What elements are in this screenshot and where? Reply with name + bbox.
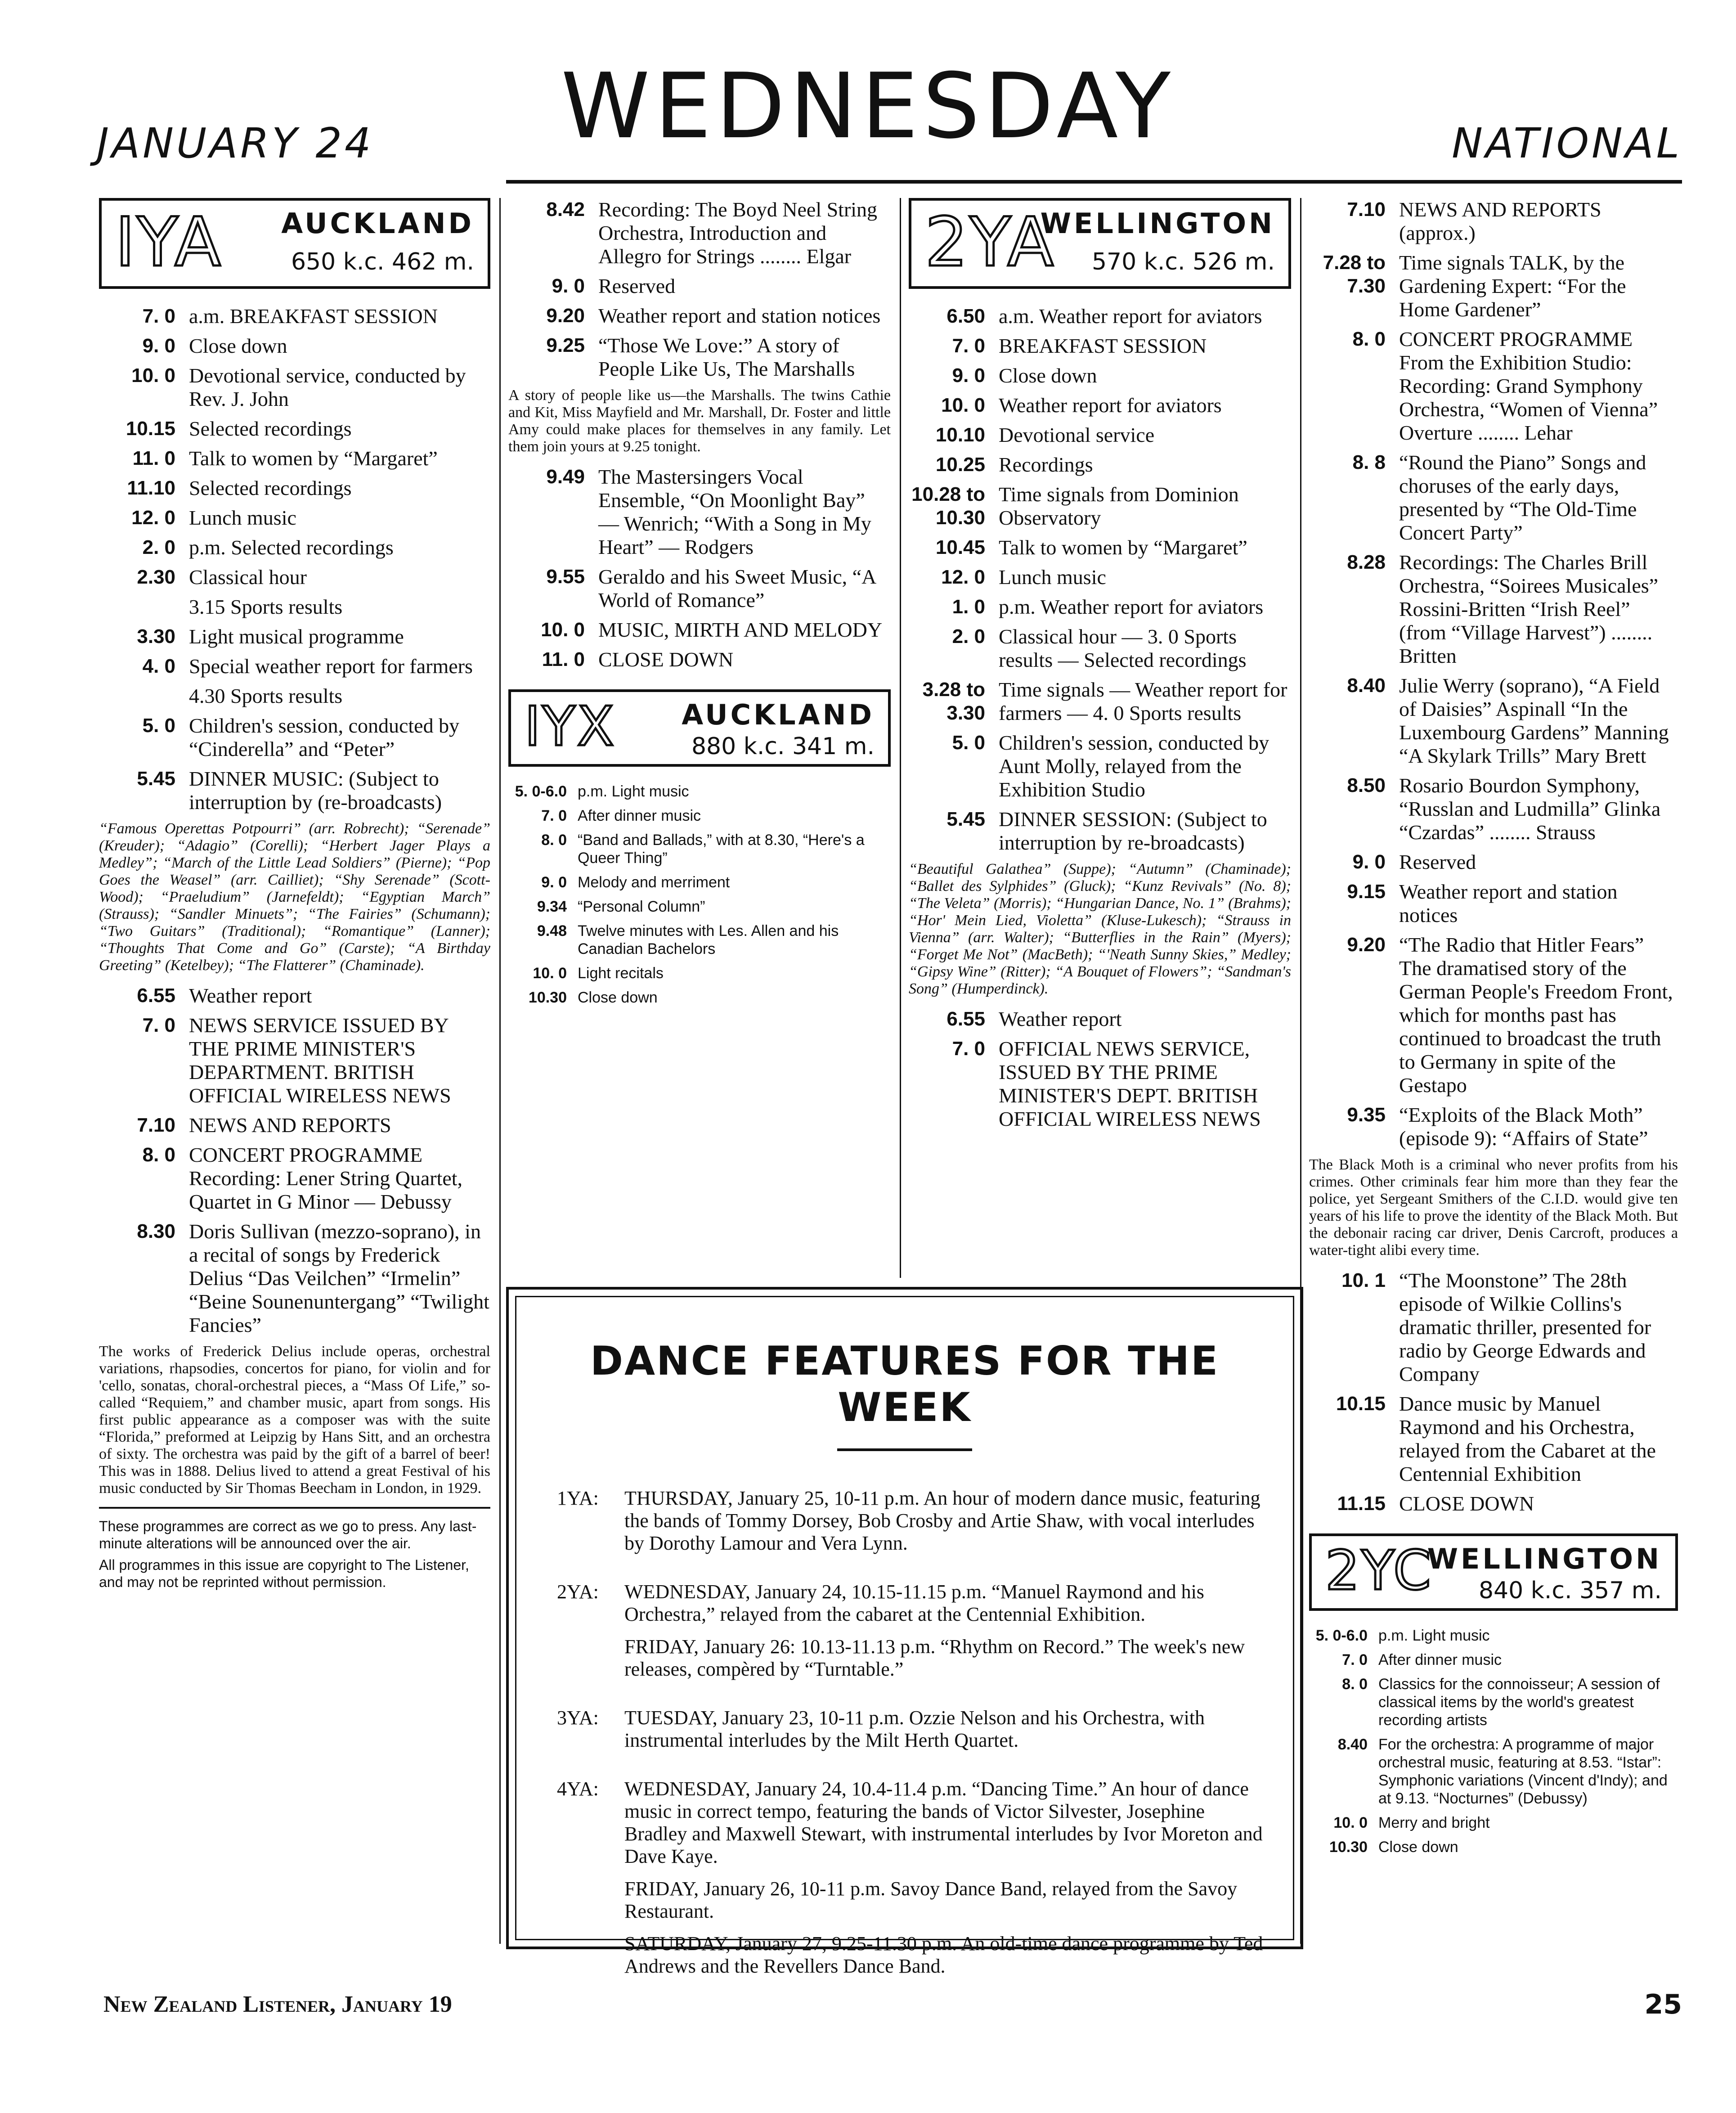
programme-description: MUSIC, MIRTH AND MELODY xyxy=(598,618,883,641)
programme-list xyxy=(99,305,490,814)
dance-feature-text: TUESDAY, January 23, 10-11 p.m. Ozzie Nelson and his Orchestra, with instrumental interludes by the Milt Herth Quartet. xyxy=(624,1707,1205,1751)
programme-description: Twelve minutes with Les. Allen and his Canadian Bachelors xyxy=(578,922,839,958)
dinner-music-note: “Famous Operettas Potpourri” (arr. Robrecht); “Serenade” (Kreuder); “Adagio” (Corelli); “Herbert Jager Plays a Medley”; “March of the Little Lead Soldiers” (Pierne); “Pop Goes the Weasel” (arr. Cailliet); “Shy Serenade” (Scott-Wood); “Praeludium” (Jarnefeldt); “Egyptian March” (Strauss); “Sandler Minuets”; “The Fairies” (Schumann); “Two Guitars” (Traditional); “Romantique” (Lanner); “Thoughts That Come and Go” (Carste); “A Birthday Greeting” (Ketelbey); “The Flatterer” (Chaminade). xyxy=(99,820,490,974)
programme-item xyxy=(1309,1838,1678,1856)
dance-feature-entry xyxy=(557,1707,1266,1762)
programme-description: BREAKFAST SESSION xyxy=(999,334,1207,357)
programme-item xyxy=(508,648,891,671)
programme-time: 9.20 xyxy=(1347,934,1386,956)
programme-time: 10.15 xyxy=(1336,1393,1386,1415)
programme-time: 9. 0 xyxy=(142,335,175,357)
programme-time: 8.40 xyxy=(1347,674,1386,697)
programme-item xyxy=(1309,1627,1678,1645)
programme-item xyxy=(508,465,891,559)
programme-time: 9.34 xyxy=(537,898,567,915)
programme-time xyxy=(99,595,189,619)
programme-description: Talk to women by “Margaret” xyxy=(189,447,438,470)
programme-list xyxy=(909,1007,1291,1131)
programme-item xyxy=(99,417,490,441)
station-code: 2YA: xyxy=(557,1581,599,1603)
programme-time: 4. 0 xyxy=(142,655,175,677)
programme-item xyxy=(508,964,891,982)
programme-item xyxy=(99,684,490,708)
programme-time: 8.28 xyxy=(1347,551,1386,573)
programme-list xyxy=(1309,1269,1678,1515)
programme-description: Lunch music xyxy=(189,506,296,529)
dance-feature-body xyxy=(624,1581,1266,1690)
programme-description: Weather report xyxy=(189,984,312,1007)
programme-description: 4.30 Sports results xyxy=(189,684,343,707)
programme-time: 9.55 xyxy=(546,566,585,588)
programme-description: Close down xyxy=(189,334,287,357)
programme-time: 8.30 xyxy=(137,1220,175,1242)
programme-time: 9. 0 xyxy=(541,874,567,891)
column-2ya-cont xyxy=(1309,198,1678,1862)
programme-item xyxy=(1309,674,1678,768)
programme-item xyxy=(99,566,490,589)
programme-description: p.m. Selected recordings xyxy=(189,536,394,559)
programme-item xyxy=(1309,1492,1678,1515)
programme-time: 7.28 to 7.30 xyxy=(1323,252,1386,297)
programme-item xyxy=(508,565,891,612)
programme-time xyxy=(99,684,189,708)
programme-description: OFFICIAL NEWS SERVICE, ISSUED BY THE PRIME MINISTER'S DEPT. BRITISH OFFICIAL WIRELESS NEWS xyxy=(999,1037,1261,1130)
programme-time: 9.25 xyxy=(546,334,585,356)
programme-description: Reserved xyxy=(1399,850,1476,873)
programme-description: a.m. BREAKFAST SESSION xyxy=(189,305,438,328)
programme-description: a.m. Weather report for aviators xyxy=(999,305,1262,328)
programme-description: NEWS AND REPORTS (approx.) xyxy=(1399,198,1601,244)
programme-time: 9.15 xyxy=(1347,881,1386,903)
station-frequency: 570 k.c. 526 m. xyxy=(1091,248,1275,275)
programme-time: 8. 0 xyxy=(541,832,567,849)
programme-list xyxy=(508,198,891,381)
page-title: WEDNESDAY xyxy=(561,54,1175,159)
programme-item xyxy=(99,984,490,1007)
programme-item xyxy=(99,655,490,678)
programme-description: Close down xyxy=(1378,1839,1458,1856)
programme-list xyxy=(99,984,490,1337)
programme-item xyxy=(508,198,891,268)
programme-time: 10.25 xyxy=(935,454,985,476)
programme-time: 8. 0 xyxy=(1342,1676,1368,1693)
station-city: AUCKLAND xyxy=(682,698,875,731)
programme-description: Close down xyxy=(578,989,658,1006)
programme-description: CONCERT PROGRAMME Recording: Lener String Quartet, Quartet in G Minor — Debussy xyxy=(189,1143,463,1213)
station-code: 1YA: xyxy=(557,1487,599,1509)
programme-description: Talk to women by “Margaret” xyxy=(999,536,1247,559)
programme-description: CLOSE DOWN xyxy=(1399,1492,1534,1515)
programme-description: “Band and Ballads,” with at 8.30, “Here's a Queer Thing” xyxy=(578,832,865,867)
programme-time: 5. 0 xyxy=(952,732,985,754)
programme-description: Devotional service, conducted by Rev. J. John xyxy=(189,364,466,410)
programme-time: 10. 0 xyxy=(941,394,985,416)
programme-description: Classical hour — 3. 0 Sports results — Selected recordings xyxy=(999,625,1247,671)
station-city: WELLINGTON xyxy=(1040,207,1275,240)
programme-time: 11.10 xyxy=(127,477,175,499)
station-frequency: 840 k.c. 357 m. xyxy=(1478,1577,1662,1604)
programme-item xyxy=(1309,198,1678,245)
programme-description: Selected recordings xyxy=(189,477,352,499)
programme-list xyxy=(508,782,891,1007)
programme-item xyxy=(99,334,490,358)
programme-description: Light recitals xyxy=(578,965,664,982)
programme-time: 10. 1 xyxy=(1341,1269,1386,1291)
programme-time: 7. 0 xyxy=(952,335,985,357)
programme-item xyxy=(1309,1269,1678,1386)
programme-time: 10.30 xyxy=(528,989,567,1006)
programme-time: 9.35 xyxy=(1347,1104,1386,1126)
programme-item xyxy=(508,807,891,825)
programme-time: 5. 0-6.0 xyxy=(1315,1627,1368,1644)
programme-time: 6.50 xyxy=(947,305,985,327)
programme-item xyxy=(99,714,490,761)
programme-description: “Round the Piano” Songs and choruses of the early days, presented by “The Old-Time Concert Party” xyxy=(1399,451,1646,544)
programme-item xyxy=(909,731,1291,801)
programme-item xyxy=(1309,251,1678,321)
dance-feature-text: WEDNESDAY, January 24, 10.15-11.15 p.m. “Manuel Raymond and his Orchestra,” relayed from the cabaret at the Centennial Exhibition. xyxy=(624,1581,1204,1625)
dance-feature-entry xyxy=(557,1778,1266,1987)
copyright-text: All programmes in this issue are copyright to The Listener, and may not be reprinted without permission. xyxy=(99,1557,469,1590)
footer-masthead: New Zealand Listener, January 19 xyxy=(103,1992,452,2017)
programme-item xyxy=(508,334,891,381)
programme-time: 9. 0 xyxy=(1352,851,1386,873)
programme-description: p.m. Weather report for aviators xyxy=(999,595,1264,618)
programme-description: Rosario Bourdon Symphony, “Russlan and Ludmilla” Glinka “Czardas” ........ Strauss xyxy=(1399,774,1661,844)
column-1ya-cont xyxy=(508,198,891,1013)
station-frequency: 880 k.c. 341 m. xyxy=(691,733,875,760)
programme-item xyxy=(1309,1735,1678,1807)
programme-time: 3.28 to 3.30 xyxy=(922,679,985,724)
programme-description: “Personal Column” xyxy=(578,898,705,915)
programme-description: For the orchestra: A programme of major orchestral music, featuring at 8.53. “Istar”: Symphonic variations (Vincent d'Indy); and at 9.13. “Nocturnes” (Debussy) xyxy=(1378,1736,1668,1807)
programme-list xyxy=(1309,198,1678,1150)
header-rule xyxy=(506,180,1682,184)
programme-time: 6.55 xyxy=(947,1008,985,1030)
programme-time: 5.45 xyxy=(947,808,985,830)
programme-time: 7.10 xyxy=(1347,198,1386,220)
programme-description: Special weather report for farmers xyxy=(189,655,473,678)
programme-item xyxy=(99,536,490,559)
station-code: 3YA: xyxy=(557,1707,599,1729)
programme-time: 8.40 xyxy=(1337,1736,1368,1753)
programme-item xyxy=(508,618,891,642)
programme-item xyxy=(909,334,1291,358)
column-2ya xyxy=(909,198,1291,1137)
programme-time: 7. 0 xyxy=(1342,1651,1368,1668)
programme-item xyxy=(1309,1392,1678,1486)
dance-feature-text: THURSDAY, January 25, 10-11 p.m. An hour of modern dance music, featuring the bands of Tommy Dorsey, Bob Crosby and Artie Shaw, with vocal interludes by Dorothy Lamour and Vera Lynn. xyxy=(624,1487,1261,1554)
programme-time: 11. 0 xyxy=(542,648,585,670)
programme-description: Merry and bright xyxy=(1378,1814,1490,1831)
programme-description: 3.15 Sports results xyxy=(189,595,343,618)
programme-description: DINNER MUSIC: (Subject to interruption by (re-broadcasts) xyxy=(189,767,442,814)
dance-feature-body xyxy=(624,1778,1266,1987)
programme-item xyxy=(909,423,1291,447)
programme-description: “Exploits of the Black Moth” (episode 9): “Affairs of State” xyxy=(1399,1103,1648,1150)
station-banner-2yc xyxy=(1309,1533,1678,1611)
marshalls-note: A story of people like us—the Marshalls. The twins Cathie and Kit, Miss Mayfield and Mr. Marshall, Dr. Foster and little Amy could make places for themselves in any family. Let them join yours at 9.25 tonight. xyxy=(508,387,891,455)
programme-list xyxy=(909,305,1291,854)
programme-description: p.m. Light music xyxy=(578,783,689,800)
programme-item xyxy=(1309,551,1678,668)
programme-description: Weather report and station notices xyxy=(1399,880,1618,926)
title-rule xyxy=(837,1448,972,1451)
programme-item xyxy=(99,305,490,328)
programme-description: Light musical programme xyxy=(189,625,404,648)
programme-time: 3.30 xyxy=(137,625,175,647)
programme-time: 10.30 xyxy=(1329,1839,1368,1856)
programme-description: Weather report xyxy=(999,1007,1122,1030)
programme-time: 10.15 xyxy=(126,418,175,440)
programme-item xyxy=(99,1014,490,1107)
programme-item xyxy=(508,831,891,867)
dance-feature-body xyxy=(624,1487,1266,1565)
programme-description: Recording: The Boyd Neel String Orchestra, Introduction and Allegro for Strings ........ Elgar xyxy=(598,198,878,268)
programme-description: Dance music by Manuel Raymond and his Orchestra, relayed from the Cabaret at the Centennial Exhibition xyxy=(1399,1392,1656,1485)
programme-time: 7. 0 xyxy=(952,1038,985,1060)
dance-features-box xyxy=(506,1287,1303,1977)
programme-list xyxy=(1309,1627,1678,1856)
programme-time: 12. 0 xyxy=(131,507,175,529)
programme-description: p.m. Light music xyxy=(1378,1627,1490,1644)
station-banner-2ya xyxy=(909,198,1291,289)
programme-description: CLOSE DOWN xyxy=(598,648,734,671)
column-divider xyxy=(499,198,501,1944)
programme-item xyxy=(909,678,1291,725)
programme-time: 2.30 xyxy=(137,566,175,588)
programme-description: “The Radio that Hitler Fears” The dramatised story of the German People's Freedom Front, which for months past has continued to broadcast the truth to Germany in spite of the Gestapo xyxy=(1399,933,1673,1097)
programme-item xyxy=(99,477,490,500)
programme-time: 11. 0 xyxy=(132,447,175,469)
dance-feature-text: SATURDAY, January 27, 9.25-11.30 p.m. An old-time dance programme by Ted Andrews and the Revellers Dance Band. xyxy=(624,1933,1263,1977)
programme-time: 6.55 xyxy=(137,985,175,1007)
programme-item xyxy=(508,898,891,916)
programme-time: 10. 0 xyxy=(541,619,585,641)
dance-feature-text: FRIDAY, January 26: 10.13-11.13 p.m. “Rhythm on Record.” The week's new releases, compèred by “Turntable.” xyxy=(624,1636,1245,1680)
programme-description: Time signals TALK, by the Gardening Expert: “For the Home Gardener” xyxy=(1399,251,1626,321)
programme-description: Reserved xyxy=(598,274,676,297)
station-banner-1ya xyxy=(99,198,490,289)
programme-time: 5.45 xyxy=(137,768,175,790)
programme-description: Close down xyxy=(999,364,1097,387)
programme-description: “The Moonstone” The 28th episode of Wilkie Collins's dramatic thriller, presented for radio by George Edwards and Company xyxy=(1399,1269,1651,1385)
programme-description: Recordings: The Charles Brill Orchestra, “Soirees Musicales” Rossini-Britten “Irish Reel” (from “Village Harvest”) ........ Britten xyxy=(1399,551,1659,667)
programme-description: Geraldo and his Sweet Music, “A World of Romance” xyxy=(598,565,875,611)
programme-description: Devotional service xyxy=(999,423,1155,446)
programme-description: “Those We Love:” A story of People Like Us, The Marshalls xyxy=(598,334,855,380)
programme-item xyxy=(508,304,891,328)
programme-item xyxy=(99,506,490,530)
programme-description: Time signals — Weather report for farmers — 4. 0 Sports results xyxy=(999,678,1287,724)
programme-time: 10.10 xyxy=(935,424,985,446)
programme-description: DINNER SESSION: (Subject to interruption by re-broadcasts) xyxy=(999,808,1267,854)
station-code: 4YA: xyxy=(557,1778,599,1800)
programme-time: 7.10 xyxy=(137,1114,175,1136)
programme-time: 9.48 xyxy=(537,922,567,940)
programme-time: 9.49 xyxy=(546,466,585,488)
programme-item xyxy=(1309,933,1678,1097)
station-logo: 2YA xyxy=(925,203,1056,282)
programme-item xyxy=(508,989,891,1007)
programme-description: NEWS SERVICE ISSUED BY THE PRIME MINISTER'S DEPARTMENT. BRITISH OFFICIAL WIRELESS NEWS xyxy=(189,1014,451,1107)
dance-features-list xyxy=(516,1487,1293,1987)
programme-item xyxy=(909,364,1291,387)
dinner-session-note: “Beautiful Galathea” (Suppe); “Autumn” (Chaminade); “Ballet des Sylphides” (Gluck); “Kunz Revivals” (No. 8); “The Veleta” (Morris); “Hungarian Dance, No. 1” (Brahms); “Hor' Mein Lied, Violetta” (Kluse-Lukesch); “Strauss in Vienna” (arr. Walter); “Butterflies in the Rain” (Myers); “Forget Me Not” (MacBeth); “'Neath Sunny Skies,” Medley; “Gipsy Wine” (Ritter); “A Bouquet of Flowers”; “Sandman's Song” (Humperdinck). xyxy=(909,861,1291,997)
programme-time: 7. 0 xyxy=(142,305,175,327)
programme-list xyxy=(508,465,891,671)
dance-feature-text: FRIDAY, January 26, 10-11 p.m. Savoy Dance Band, relayed from the Savoy Restaurant. xyxy=(624,1878,1238,1922)
programme-item xyxy=(909,394,1291,417)
station-city: WELLINGTON xyxy=(1427,1542,1662,1575)
station-frequency: 650 k.c. 462 m. xyxy=(291,248,474,275)
programme-item xyxy=(1309,880,1678,927)
station-city: AUCKLAND xyxy=(281,207,474,240)
programme-item xyxy=(99,364,490,411)
programme-description: The Mastersingers Vocal Ensemble, “On Moonlight Bay” — Wenrich; “With a Song in My Heart” — Rodgers xyxy=(598,465,871,558)
programme-item xyxy=(1309,774,1678,844)
programme-item xyxy=(909,1037,1291,1131)
programme-time: 7. 0 xyxy=(142,1014,175,1036)
programme-description: Recordings xyxy=(999,453,1093,476)
station-logo: IYA xyxy=(115,203,223,282)
programme-item xyxy=(99,595,490,619)
programme-description: Classics for the connoisseur; A session of classical items by the world's greatest recording artists xyxy=(1378,1676,1660,1729)
page-number: 25 xyxy=(1644,1989,1682,2020)
programme-time: 2. 0 xyxy=(952,625,985,647)
programme-description: Melody and merriment xyxy=(578,874,730,891)
programme-time: 8.42 xyxy=(546,198,585,220)
station-banner-1yx xyxy=(508,689,891,767)
programme-time: 10. 0 xyxy=(131,364,175,387)
station-logo: IYX xyxy=(525,696,616,758)
programme-item xyxy=(909,808,1291,854)
programme-time: 9. 0 xyxy=(952,364,985,387)
programme-item xyxy=(1309,1651,1678,1669)
column-1yа xyxy=(99,198,490,1591)
programme-time: 1. 0 xyxy=(952,596,985,618)
programme-description: Doris Sullivan (mezzo-soprano), in a recital of songs by Frederick Delius “Das Veilchen” “Irmelin” “Beine Sounenuntergang” “Twilight Fancies” xyxy=(189,1220,489,1336)
programme-item xyxy=(508,782,891,800)
programme-description: Time signals from Dominion Observatory xyxy=(999,483,1239,529)
header-network: NATIONAL xyxy=(1452,119,1682,167)
programme-item xyxy=(99,1220,490,1337)
programme-item xyxy=(909,595,1291,619)
programme-item xyxy=(1309,1675,1678,1729)
dance-features-title: DANCE FEATURES FOR THE WEEK xyxy=(590,1338,1220,1430)
programme-time: 12. 0 xyxy=(941,566,985,588)
programme-description: After dinner music xyxy=(578,807,701,824)
programme-time: 8. 8 xyxy=(1352,451,1386,473)
programme-time: 10. 0 xyxy=(533,965,567,982)
programme-time: 8.50 xyxy=(1347,774,1386,796)
programme-time: 9. 0 xyxy=(552,275,585,297)
programme-description: Classical hour xyxy=(189,566,307,589)
programme-description: After dinner music xyxy=(1378,1651,1502,1668)
programme-description: Weather report and station notices xyxy=(598,304,881,327)
programme-time: 10.28 to 10.30 xyxy=(911,483,985,529)
programme-time: 11.15 xyxy=(1337,1493,1386,1515)
programme-time: 10. 0 xyxy=(1333,1814,1368,1831)
disclaimer-text: These programmes are correct as we go to press. Any last-minute alterations will be announced over the air. xyxy=(99,1518,477,1551)
programme-item xyxy=(909,536,1291,559)
programme-item xyxy=(909,1007,1291,1031)
programme-description: CONCERT PROGRAMME From the Exhibition Studio: Recording: Grand Symphony Orchestra, “Women of Vienna” Overture ........ Lehar xyxy=(1399,328,1658,444)
delius-note: The works of Frederick Delius include operas, orchestral variations, rhapsodies, concertos for piano, for violin and for 'cello, sonatas, choral-orchestral pieces, a “Mass Of Life,” so-called “Requiem,” and chamber music, apart from songs. His first public appearance as a composer was with the suite “Florida,” preformed at Leipzig by Hans Sitt, and an orchestra of sixty. The orchestra was paid by the gift of a barrel of beer! This was in 1888. Delius lived to attend a great Festival of his music conducted by Sir Thomas Beecham in London, in 1929. xyxy=(99,1343,490,1497)
programme-time: 5. 0 xyxy=(142,715,175,737)
dance-feature-entry xyxy=(557,1487,1266,1565)
column-divider xyxy=(900,198,901,1278)
header-date: JANUARY 24 xyxy=(97,119,374,167)
programme-item xyxy=(1309,1814,1678,1832)
programme-description: Lunch music xyxy=(999,566,1106,589)
programme-item xyxy=(99,1143,490,1214)
programme-item xyxy=(99,1114,490,1137)
programme-description: Weather report for aviators xyxy=(999,394,1222,417)
programme-time: 5. 0-6.0 xyxy=(515,783,567,800)
programme-item xyxy=(909,566,1291,589)
dance-feature-entry xyxy=(557,1581,1266,1690)
programme-item xyxy=(99,625,490,648)
programme-item xyxy=(99,447,490,470)
programme-description: Children's session, conducted by “Cinderella” and “Peter” xyxy=(189,714,460,760)
programme-description: Selected recordings xyxy=(189,417,352,440)
programme-item xyxy=(909,483,1291,530)
programme-item xyxy=(1309,1103,1678,1150)
programme-time: 2. 0 xyxy=(142,536,175,558)
programme-item xyxy=(508,274,891,298)
programme-item xyxy=(508,922,891,958)
programme-item xyxy=(1309,451,1678,544)
programme-time: 10.45 xyxy=(935,536,985,558)
programme-time: 8. 0 xyxy=(142,1144,175,1166)
dance-feature-text: WEDNESDAY, January 24, 10.4-11.4 p.m. “Dancing Time.” An hour of dance music in correct tempo, featuring the bands of Victor Silvester, Josephine Bradley and Maxwell Stewart, with instrumental interludes by Ivor Moreton and Dave Kaye. xyxy=(624,1778,1263,1867)
programme-item xyxy=(508,873,891,891)
programme-item xyxy=(1309,328,1678,445)
disclaimer xyxy=(99,1507,490,1591)
programme-description: Julie Werry (soprano), “A Field of Daisies” Aspinall “In the Luxembourg Gardens” Manning “A Skylark Trills” Mary Brett xyxy=(1399,674,1669,767)
programme-time: 9.20 xyxy=(546,305,585,327)
black-moth-note: The Black Moth is a criminal who never profits from his crimes. Other criminals fear him more than they fear the police, yet Sergeant Smithers of the C.I.D. would give ten years of his life to prove the identity of the Black Moth. But the debonair racing car driver, Denis Carcroft, produces a water-tight alibi every time. xyxy=(1309,1156,1678,1259)
programme-description: NEWS AND REPORTS xyxy=(189,1114,391,1137)
programme-time: 8. 0 xyxy=(1352,328,1386,350)
programme-item xyxy=(1309,850,1678,874)
station-logo: 2YC xyxy=(1325,1540,1433,1602)
programme-description: Children's session, conducted by Aunt Molly, relayed from the Exhibition Studio xyxy=(999,731,1269,801)
programme-item xyxy=(909,453,1291,477)
programme-item xyxy=(909,625,1291,672)
programme-item xyxy=(99,767,490,814)
programme-time: 7. 0 xyxy=(541,807,567,824)
programme-item xyxy=(909,305,1291,328)
dance-feature-body xyxy=(624,1707,1266,1762)
